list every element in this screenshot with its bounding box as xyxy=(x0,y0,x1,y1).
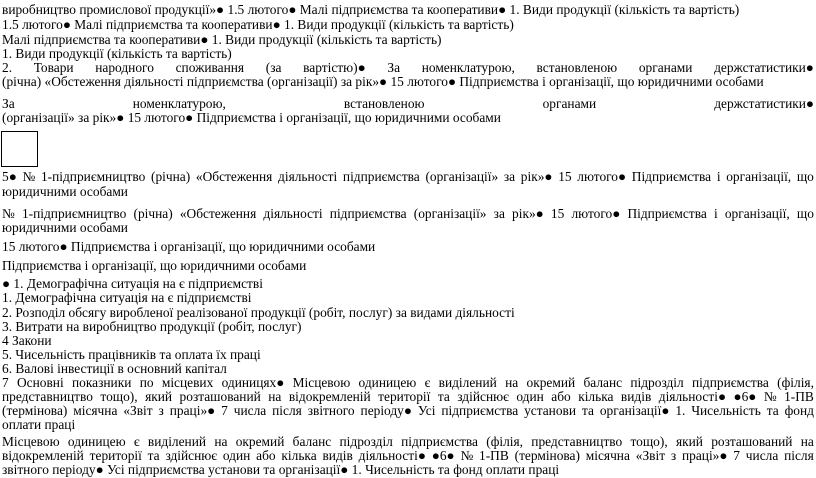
word: один xyxy=(516,389,544,404)
word: числа xyxy=(745,448,779,463)
word: номенклатурою, xyxy=(421,60,515,75)
word: № xyxy=(2,206,15,221)
word: (річна) xyxy=(151,169,191,184)
word: на xyxy=(505,375,519,390)
text-line-17: 2. Розподіл обсягу виробленої реалізованої продукції (робіт, послуг) за видами діяльності xyxy=(2,305,515,320)
word: ●6● xyxy=(431,448,455,463)
word: підприємства xyxy=(692,375,769,390)
word: Усі xyxy=(417,403,436,418)
word: на xyxy=(214,434,228,449)
text-line-12: юридичними особами xyxy=(2,220,128,235)
word: або xyxy=(256,448,276,463)
word: підприємства xyxy=(342,169,420,184)
text-line-1: виробництво промислової продукції»● 1.5 лютого● Малі підприємства та кооперативи● 1. Види продукції (кількість та вартість) xyxy=(2,2,740,17)
word: органами xyxy=(542,96,597,111)
word: Чисельність xyxy=(691,403,761,418)
text-line-24 xyxy=(2,404,814,419)
word: 15 xyxy=(550,206,565,221)
word: підрозділ xyxy=(630,375,684,390)
word: рік»● xyxy=(512,206,544,221)
text-line-13: 15 лютого● Підприємства і організації, що юридичними особами xyxy=(2,239,376,254)
word: тощо), xyxy=(630,434,668,449)
word: держстатистики● xyxy=(714,60,814,75)
text-line-28: звітного періоду● Усі підприємства установи та організації● 1. Чисельність та фонд оплати праці xyxy=(2,462,560,477)
word: (організації» xyxy=(425,169,499,184)
word: 2. xyxy=(2,60,13,75)
text-line-9 xyxy=(2,170,814,185)
word: 7 xyxy=(2,375,9,390)
word: 1-підприємництво xyxy=(21,206,127,221)
word: на xyxy=(800,434,814,449)
word: За xyxy=(387,60,401,75)
word: після xyxy=(272,403,302,418)
word: що xyxy=(796,169,814,184)
word: праці»● xyxy=(681,448,728,463)
word: діяльності xyxy=(263,206,323,221)
word: виділений xyxy=(438,375,497,390)
word: лютого● xyxy=(571,206,621,221)
word: діяльності● xyxy=(658,389,727,404)
word: 1-ПВ xyxy=(784,389,814,404)
word: або xyxy=(551,389,571,404)
word: (річна) xyxy=(133,206,173,221)
word: території xyxy=(89,448,142,463)
word: діяльності● xyxy=(358,448,426,463)
word: і xyxy=(713,206,718,221)
word: «Обстеження xyxy=(179,206,257,221)
word: «Звіт xyxy=(123,403,153,418)
word: організації, xyxy=(726,169,792,184)
word: 15 xyxy=(558,169,572,184)
text-line-21: 6. Валові інвестиції в основний капітал xyxy=(2,361,227,376)
word: За xyxy=(2,96,15,111)
word: фонд xyxy=(784,403,814,418)
word: звітного xyxy=(307,403,355,418)
word: Підприємства xyxy=(627,206,707,221)
word: Основні xyxy=(17,375,64,390)
word: місцевих xyxy=(161,375,214,390)
word: Підприємства xyxy=(631,169,712,184)
word: праці»● xyxy=(169,403,216,418)
word: є xyxy=(424,375,431,390)
word: (організації» xyxy=(413,206,487,221)
word: одиницях● xyxy=(221,375,285,390)
word: тощо), xyxy=(100,389,138,404)
word: 5● xyxy=(2,169,17,184)
word: після xyxy=(784,448,814,463)
word: Місцевою xyxy=(2,434,60,449)
word: розташований xyxy=(711,434,793,449)
word: окремий xyxy=(526,375,576,390)
word: № xyxy=(763,389,777,404)
word: споживання xyxy=(175,60,245,75)
word: який xyxy=(675,434,703,449)
word: встановленою xyxy=(536,60,618,75)
word: народного xyxy=(95,60,154,75)
text-line-8: (організації» за рік»● 15 лютого● Підприємства і організації, що юридичними особами xyxy=(2,110,501,125)
word: виділений xyxy=(147,434,207,449)
word: з xyxy=(158,403,164,418)
word: по xyxy=(139,375,154,390)
word: представництво xyxy=(531,434,623,449)
word: здійснює xyxy=(457,389,509,404)
word: представництво xyxy=(2,389,93,404)
word: здійснює xyxy=(165,448,218,463)
word: числа xyxy=(233,403,267,418)
word: встановленою xyxy=(343,96,425,111)
text-line-14: Підприємства і організації, що юридичними особами xyxy=(2,258,307,273)
word: (філія, xyxy=(486,434,524,449)
word: організації● xyxy=(599,403,670,418)
word: на xyxy=(268,389,282,404)
word: за xyxy=(493,206,505,221)
word: який xyxy=(145,389,173,404)
text-line-20: 5. Чисельність працівників та оплата їх праці xyxy=(2,347,261,362)
word: та xyxy=(437,389,450,404)
word: розташований xyxy=(179,389,261,404)
word: окремий xyxy=(235,434,285,449)
word: (термінова) xyxy=(2,403,68,418)
word: показники xyxy=(71,375,132,390)
text-line-25: оплати праці xyxy=(2,417,76,432)
text-line-3: Малі підприємства та кооперативи● 1. Види продукції (кількість та вартість) xyxy=(2,32,442,47)
word: номенклатурою, xyxy=(132,96,226,111)
word: одиницею xyxy=(67,434,126,449)
text-line-16: 1. Демографічна ситуація на є підприємстві xyxy=(2,290,252,305)
word: (термінова) xyxy=(514,448,580,463)
text-line-4: 1. Види продукції (кількість та вартість) xyxy=(2,46,232,61)
empty-box xyxy=(1,131,38,167)
word: баланс xyxy=(292,434,332,449)
word: діяльності xyxy=(278,169,338,184)
word: «Звіт xyxy=(635,448,666,463)
word: Товари xyxy=(33,60,74,75)
text-line-15: ● 1. Демографічна ситуація на є підприємстві xyxy=(2,276,263,291)
word: 1. xyxy=(675,403,686,418)
word: 7 xyxy=(221,403,228,418)
word: відокремленій xyxy=(288,389,371,404)
word: території xyxy=(378,389,431,404)
word: підприємства xyxy=(329,206,407,221)
text-line-6: (річна) «Обстеження діяльності підприємства (організації) за рік»● 15 лютого● Підприємства і організації, що юридичними особами xyxy=(2,74,764,89)
text-line-19: 4 Закони xyxy=(2,333,52,348)
word: один xyxy=(222,448,251,463)
word: та xyxy=(581,403,594,418)
word: кілька xyxy=(578,389,614,404)
word: установи xyxy=(524,403,577,418)
word: 1-ПВ xyxy=(479,448,509,463)
word: (за xyxy=(265,60,282,75)
word: організації, xyxy=(724,206,790,221)
word: та xyxy=(766,403,779,418)
word: за xyxy=(503,169,516,184)
word: органами xyxy=(638,60,693,75)
word: і xyxy=(716,169,721,184)
word: місячна xyxy=(73,403,118,418)
word: місячна xyxy=(585,448,630,463)
word: № xyxy=(22,169,36,184)
word: та xyxy=(147,448,160,463)
text-line-2: 1.5 лютого● Малі підприємства та кооперативи● 1. Види продукції (кількість та вартість) xyxy=(2,17,514,32)
word: 1-підприємництво xyxy=(40,169,146,184)
word: підприємства xyxy=(401,434,478,449)
word: з xyxy=(670,448,677,463)
word: вартістю)● xyxy=(303,60,366,75)
word: одиницею xyxy=(358,375,417,390)
word: Місцевою xyxy=(292,375,351,390)
word: видів xyxy=(322,448,353,463)
word: (філія, xyxy=(777,375,814,390)
word: лютого● xyxy=(577,169,627,184)
word: періоду● xyxy=(360,403,412,418)
word: видів xyxy=(620,389,652,404)
word: що xyxy=(796,206,814,221)
word: держстатистики● xyxy=(714,96,814,111)
text-line-10: юридичними особами xyxy=(2,184,128,199)
word: баланс xyxy=(583,375,623,390)
word: ●6● xyxy=(733,389,757,404)
word: рік»● xyxy=(520,169,553,184)
word: підрозділ xyxy=(339,434,393,449)
word: № xyxy=(460,448,474,463)
word: «Обстеження xyxy=(195,169,273,184)
text-line-18: 3. Витрати на виробництво продукції (робіт, послуг) xyxy=(2,319,302,334)
word: підприємства xyxy=(441,403,519,418)
word: кілька xyxy=(281,448,317,463)
word: відокремленій xyxy=(2,448,84,463)
word: є xyxy=(133,434,140,449)
word: 7 xyxy=(733,448,740,463)
